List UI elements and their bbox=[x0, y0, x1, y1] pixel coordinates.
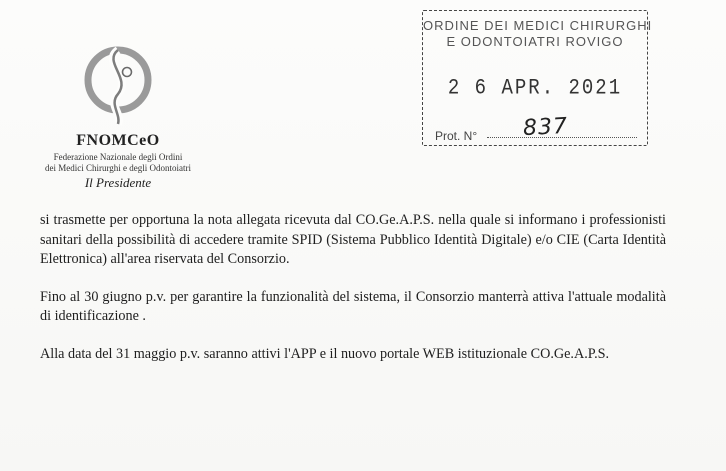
org-short-name: FNOMCeO bbox=[76, 132, 160, 149]
body-paragraph-3: Alla data del 31 maggio p.v. saranno attivi l'APP e il nuovo portale WEB istituzionale CO.Ge.A.P.S. bbox=[40, 345, 610, 362]
fnomceo-logo-icon bbox=[81, 42, 155, 128]
letter-body bbox=[40, 211, 666, 382]
signatory-role: Il Presidente bbox=[84, 175, 152, 190]
org-full-line-1: Federazione Nazionale degli Ordini bbox=[53, 152, 183, 162]
body-paragraph-1: si trasmette per opportuna la nota allegata ricevuta dal CO.Ge.A.P.S. nella quale si informano i professionisti sanitari della possibilità di accedere tramite SPID (Sistema Pubblico Identità Digitale) e/o CIE (Carta Identità Elettronica) all'area riservata del Consorzio. bbox=[40, 212, 666, 267]
stamp-protocol-number: 837 bbox=[522, 113, 569, 142]
letterhead bbox=[18, 42, 218, 191]
stamp-org-line-1: ORDINE DEI MEDICI CHIRURGHI bbox=[423, 18, 653, 33]
stamp-org-line-2: E ODONTOIATRI ROVIGO bbox=[446, 34, 624, 49]
protocol-stamp bbox=[422, 10, 653, 146]
org-full-line-2: dei Medici Chirurghi e degli Odontoiatri bbox=[44, 163, 192, 173]
body-paragraph-2: Fino al 30 giugno p.v. per garantire la funzionalità del sistema, il Consorzio manterrà attiva l'attuale modalità di identificazione . bbox=[40, 288, 666, 324]
org-full-name bbox=[18, 152, 218, 174]
stamp-protocol-label: Prot. N° bbox=[435, 129, 478, 143]
stamp-date: 2 6 APR. 2021 bbox=[447, 75, 623, 101]
